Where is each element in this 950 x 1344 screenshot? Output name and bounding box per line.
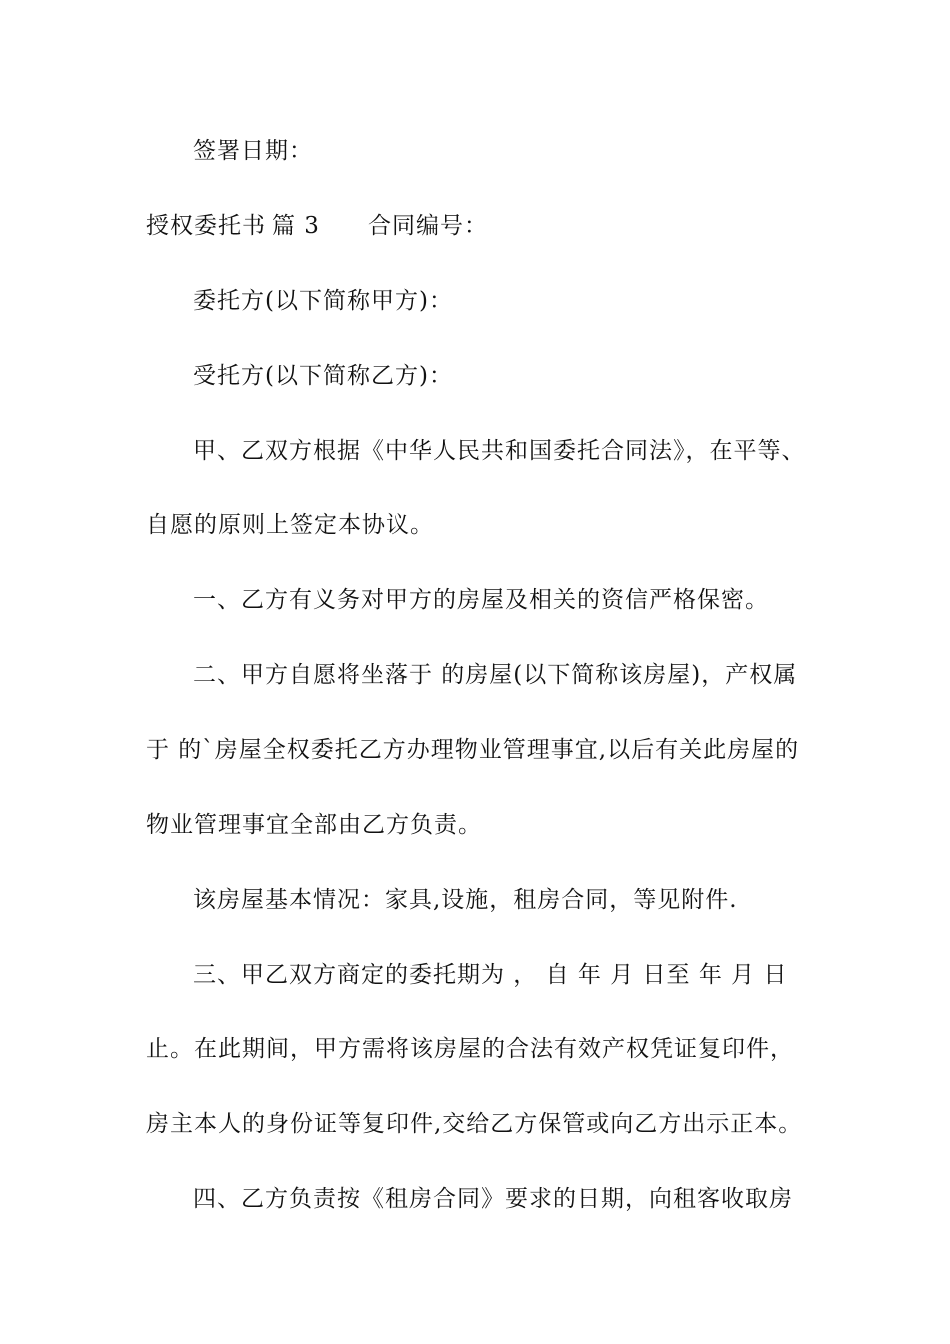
paragraph-line: 止。在此期间，甲方需将该房屋的合法有效产权凭证复印件，: [146, 1036, 794, 1062]
paragraph-line: 甲、乙双方根据《中华人民共和国委托合同法》，在平等、: [193, 438, 806, 464]
agent-label: 受托方(以下简称乙方)：: [193, 363, 453, 389]
section-number: 篇 3: [272, 213, 320, 239]
paragraph-line: 一、乙方有义务对甲方的房屋及相关的资信严格保密。: [193, 587, 769, 613]
document-title: 授权委托书: [146, 213, 266, 239]
paragraph-line: 四、乙方负责按《租房合同》要求的日期，向租客收取房: [193, 1186, 793, 1212]
title-line: [146, 206, 836, 246]
paragraph-line: 自愿的原则上签定本协议。: [146, 512, 434, 538]
paragraph-line: 房主本人的身份证等复印件,交给乙方保管或向乙方出示正本。: [146, 1111, 803, 1137]
paragraph-line: 二、甲方自愿将坐落于 的房屋(以下简称该房屋)，产权属: [193, 662, 798, 688]
paragraph-line: 三、甲乙双方商定的委托期为 ， 自 年 月 日至 年 月 日: [193, 962, 788, 988]
signing-date-label: 签署日期：: [193, 138, 313, 164]
paragraph-line: 物业管理事宜全部由乙方负责。: [146, 812, 482, 838]
paragraph-line: 该房屋基本情况：家具,设施，租房合同，等见附件.: [193, 887, 738, 913]
contract-number-label: 合同编号：: [367, 213, 488, 239]
principal-label: 委托方(以下简称甲方)：: [193, 288, 453, 314]
paragraph-line: 于 的`房屋全权委托乙方办理物业管理事宜,以后有关此房屋的: [146, 737, 800, 763]
